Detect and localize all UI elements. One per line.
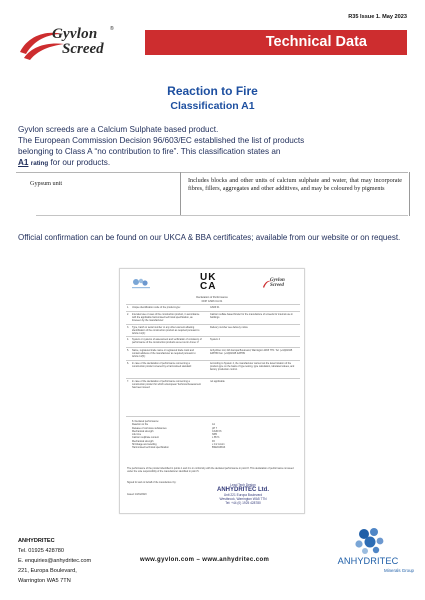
dop-row-answer: Delivery number see delivery notice [210,326,248,329]
issue-label: R35 Issue 1. May 2023 [348,14,407,20]
gyvlon-cert-logo [262,277,298,293]
footer-address [18,536,91,586]
signed-label: Signed for and on behalf of the manufacturer by: [127,482,177,484]
perf-item-value: pH 7 [212,426,218,430]
dop-number: DOP GS06 CA 01 [201,299,223,303]
footer-address-line-2: Warrington WA5 7TN [18,578,71,584]
logo-registered-mark: ® [110,26,114,32]
intro-line-2: The European Commission Decision 96/603/EC established the list of products [18,136,305,145]
intro-line-4-tail: for our products. [48,158,111,167]
signature-block [127,482,176,496]
intro-line-4 [18,157,413,169]
dop-row-number: 5. [127,349,129,352]
stamp-line: Tel: +44 (0) 1925 428780 [225,501,261,505]
footer-address-line-1: 221, Europa Boulevard, [18,568,77,574]
perf-item-value: F6 [212,439,215,443]
perf-item-value: A1 [212,423,215,427]
dop-row-question: System or systems of assessment and verification of constancy of performance of the construction products as set out in Annex V: [132,338,202,345]
dop-title: Declaration of Performance [196,296,228,299]
perf-heading: 8. Declared performance: [132,420,159,423]
gyvlon-screed-logo [18,22,138,64]
dop-row-question: Name, registered trade name or registered trade mark and contact address of the manufacturer as required pursuant to Article 11(5): [132,349,196,359]
dop-row-answer: GS06 01 [210,306,220,309]
perf-item-name: Reaction to fire [132,423,149,427]
banner-title: Technical Data [265,34,367,50]
perf-item-name: Shrinkage and swelling [132,443,157,447]
perf-item-name: Harmonised technical specification [132,446,169,450]
stamp-company-name: ANHYDRITEC Ltd. [217,487,269,493]
perf-item-name: Mechanical strength [132,439,154,443]
logo-text-screed: Screed [62,41,104,57]
perf-list [132,423,292,449]
ukca-mark-bottom: CA [200,281,217,292]
divider [16,172,408,173]
dop-row-answer: System 4 [210,338,220,341]
cert-logo-text-top: Gyvlon [270,278,285,283]
perf-item-value: NPD [212,433,218,437]
dop-row-number: 3. [127,326,129,329]
anhydritec-molecule-icon [318,526,418,556]
footer-tel: Tel. 01925 428780 [18,548,65,554]
dop-row-number: 6. [127,362,129,365]
divider [36,215,408,216]
footer-websites[interactable]: www.gyvlon.com – www.anhydritec.com [140,557,270,563]
dop-row-question: Unique identification code of the product-type: [132,306,181,309]
anhydritec-cert-logo-icon [130,277,152,291]
anhydritec-logo-name: ANHYDRITEC [337,556,399,566]
perf-item-name: Calcium sulphate content [132,436,159,440]
company-stamp [206,483,280,505]
intro-line-3: belonging to Class A “no contribution to fire”. This classification states an [18,147,281,156]
cert-logo-text-bottom: Screed [270,283,284,288]
perf-item-value: CA30 F6 [212,429,222,433]
dop-row-question: Intended use or uses of the construction product, in accordance with the applicable harmonised technical specification, as foreseen by the manufacturer: [132,313,200,323]
dop-row-number: 2. [127,313,129,316]
dop-row-question: In case of the declaration of performance concerning a construction product for which a European Technical Assessment has been issued: [132,380,201,390]
footer-company: ANHYDRITEC [18,538,55,544]
perf-item-name: Mechanical strength [132,429,154,433]
stamp-line: Westbrook, Warrington WA5 7TN [219,497,267,501]
dop-row-question: In case of the declaration of performance concerning a construction product covered by a harmonised standard: [132,362,192,369]
dop-row-answer: Calcium sulfate based binder for the manufacture of screeds for internal use in buildings [210,313,293,320]
declared-performance [132,420,292,450]
anhydritec-logo [318,526,418,584]
perf-item-value: ≤ 0.2 mm/m [212,443,225,447]
perf-item [132,446,292,449]
intro-line-1: Gyvlon screeds are a Calcium Sulphate based product. [18,125,219,134]
dop-row-answer: Anhydritec Ltd, 221 Europa Boulevard, Warrington WA5 7TN. Tel: (+44)01925 428780 Fax: (+44)01925 428789 [210,349,293,356]
issue-date: Issued: 10/01/2023 [127,494,147,496]
extract-description: Includes blocks and other units of calcium sulphate and water, that may incorporate fibres, fillers, aggregates and other additives, and may be coloured by pigments [188,177,402,192]
commission-decision-extract [16,172,412,216]
perf-item-value: ≥ 85 % [212,436,220,440]
dop-heading [120,296,304,303]
ukca-certificate-image [119,268,305,514]
page-title: Reaction to Fire [167,84,258,98]
intro-paragraph [18,124,413,169]
ukca-mark [200,273,216,291]
ukca-mark-top: UK [200,272,217,283]
rating-class: A1 [18,158,29,167]
dop-row-number: 4. [127,338,129,341]
technical-data-banner [145,30,407,55]
stamp-line: Unit 221 Europa Boulevard [223,493,263,497]
footer-email[interactable]: E. enquiries@anhydritec.com [18,558,92,564]
dop-row-answer: According to System 4, the manufacturer carried out the determination of the product-type on the basis of type testing, type calculation, tabulated values, and factory production control. [210,362,295,372]
dop-row-question: Type, batch or serial number or any other element allowing identification of the construction product as required pursuant to Article 11(4): [132,326,200,336]
rating-word: rating [30,160,49,167]
anhydritec-logo-group: Minerals Group [383,568,414,573]
dop-row-answer: not applicable [210,380,225,383]
perf-item-name: Release of corrosive substances [132,426,167,430]
divider [180,172,181,216]
perf-item-name: Life time [132,433,142,437]
page-subtitle: Classification A1 [170,100,255,112]
extract-product: Gypsum unit [30,180,63,187]
dop-row-number: 1. [127,306,129,309]
signer-name: Lead Tech Design [230,483,256,487]
perf-item-value: BSEN13813 [212,446,226,450]
dop-row-number: 7. [127,380,129,383]
logo-text-gyvlon: Gyvlon [52,26,98,42]
dop-conformity-note: The performance of the product identified in points 1 and 2 is in conformity with the declared performance in point 8. This declaration of performance is issued under the sole responsibility of the manufacturer identified in point 5. [127,467,294,474]
divider [409,172,410,216]
cert-logo-text [270,278,285,288]
confirmation-paragraph: Official confirmation can be found on our UKCA & BBA certificates; available from our website or on request. [18,233,401,242]
